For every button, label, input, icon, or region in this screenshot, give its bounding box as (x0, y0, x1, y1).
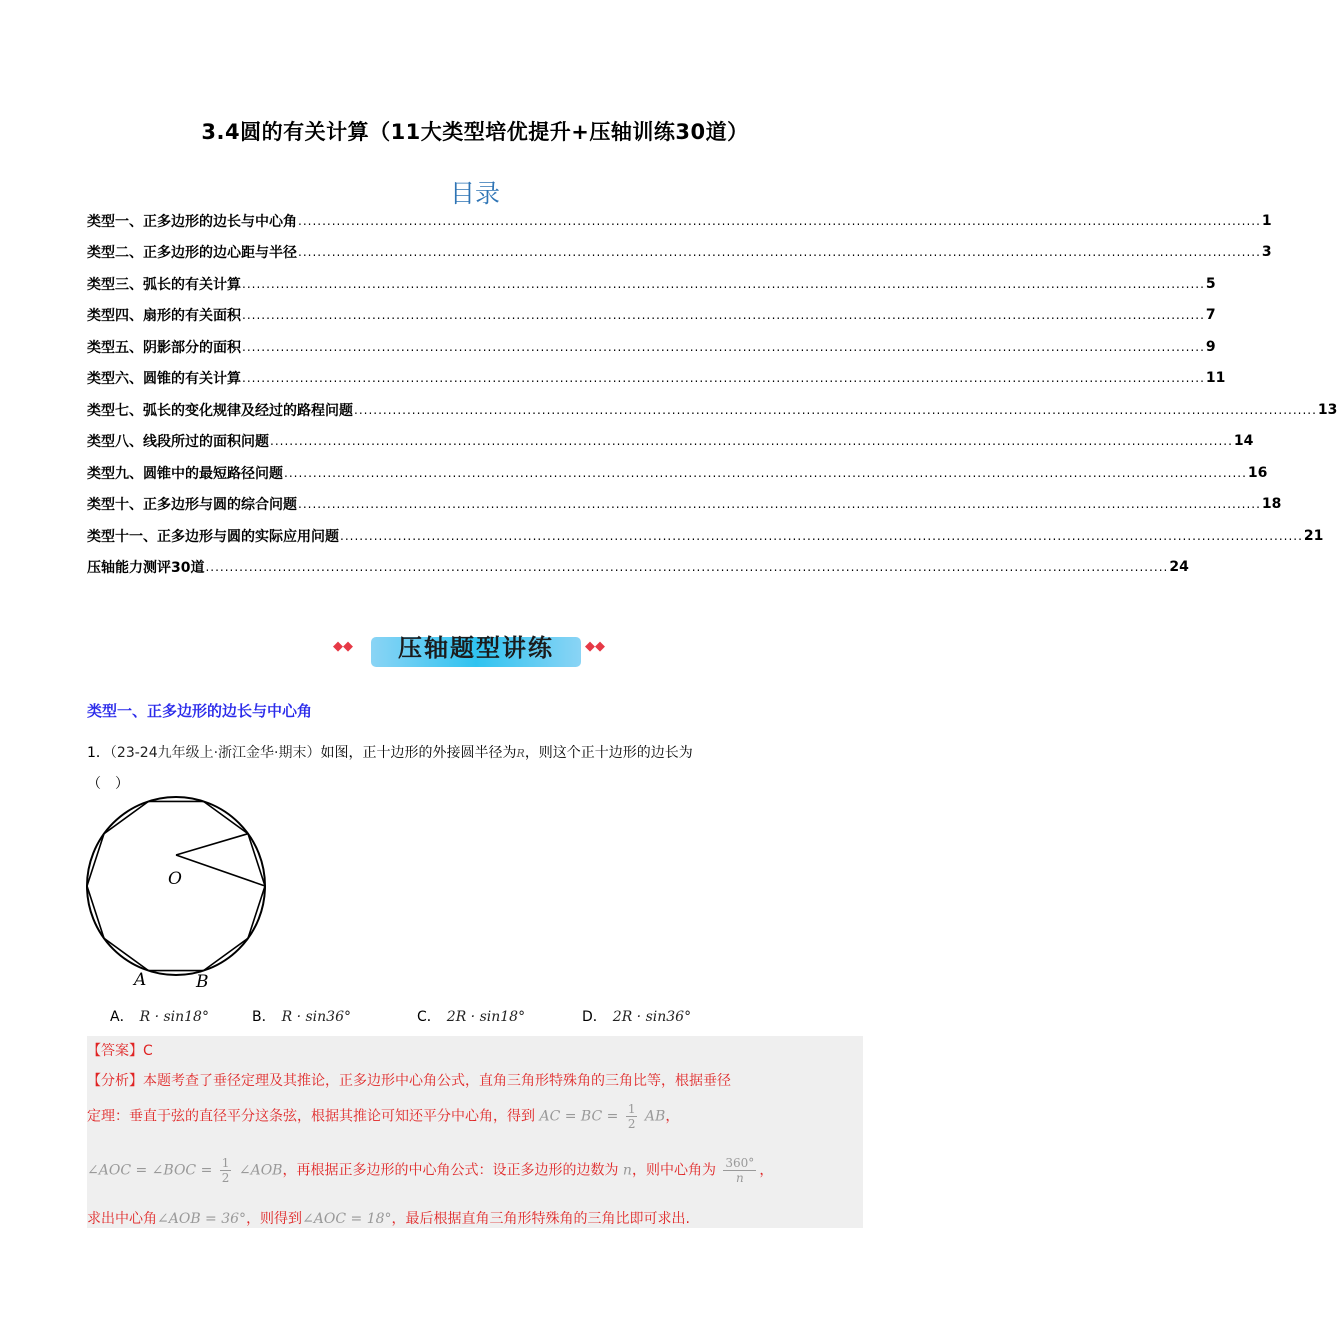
analysis-text: 本题考查了垂径定理及其推论，正多边形中心角公式，直角三角形特殊角的三角比等，根据垂径 (143, 1073, 731, 1089)
fraction-denominator: 2 (221, 1171, 230, 1185)
option-c[interactable] (417, 1006, 525, 1026)
toc-leader: ........................................................................................................................................................................................................ (270, 434, 1233, 449)
label-a: A (134, 970, 147, 990)
fraction-half (220, 1156, 232, 1185)
answer-line: 【答案】C (87, 1043, 153, 1059)
toc-item-label[interactable]: 类型二、正多边形的边心距与半径 (87, 245, 297, 262)
toc-item-label[interactable]: 类型一、正多边形的边长与中心角 (87, 213, 297, 230)
toc-leader: ........................................................................................................................................................................................................ (284, 465, 1247, 480)
fraction-half (626, 1102, 638, 1131)
analysis-line-1 (87, 1070, 731, 1090)
option-expr: 2R · sin18° (446, 1009, 526, 1025)
fraction-denominator: n (735, 1171, 744, 1185)
toc-item[interactable] (87, 205, 1272, 237)
toc-item-label[interactable]: 类型十、正多边形与圆的综合问题 (87, 497, 297, 514)
math-expr: n (622, 1162, 632, 1179)
label-o: O (168, 869, 182, 889)
toc-item-page: 13 (1317, 401, 1337, 418)
toc-leader: ........................................................................................................................................................................................................ (340, 528, 1303, 543)
toc-item-page: 14 (1233, 433, 1254, 450)
toc-item-page: 11 (1205, 370, 1226, 387)
analysis-label: 【分析】 (87, 1073, 143, 1089)
analysis-text: ， (759, 1162, 774, 1179)
toc-item-label[interactable]: 压轴能力测评30道 (87, 560, 205, 577)
analysis-line-4 (87, 1208, 690, 1228)
segment-ob (176, 834, 248, 855)
option-a[interactable] (110, 1006, 209, 1026)
analysis-text: ，最后根据直角三角形特殊角的三角比即可求出. (391, 1211, 690, 1227)
question-1 (87, 738, 847, 799)
question-text: 如图，正十边形的外接圆半径为 (320, 745, 517, 761)
toc-item-label[interactable]: 类型八、线段所过的面积问题 (87, 434, 269, 451)
math-expr: ∠AOC = 18° (302, 1211, 392, 1227)
toc-item-page: 3 (1261, 244, 1272, 261)
section-heading: 类型一、正多边形的边长与中心角 (87, 702, 313, 720)
table-of-contents (87, 205, 1337, 583)
toc-item[interactable] (87, 426, 1254, 458)
option-letter: C． (417, 1009, 441, 1025)
decagon-figure (84, 795, 274, 995)
toc-item-label[interactable]: 类型十一、正多边形与圆的实际应用问题 (87, 528, 339, 545)
option-expr: R · sin36° (281, 1009, 351, 1025)
toc-item[interactable] (87, 489, 1282, 521)
toc-item[interactable] (87, 331, 1216, 363)
analysis-text: ，再根据正多边形的中心角公式：设正多边形的边数为 (282, 1162, 619, 1179)
toc-item[interactable] (87, 268, 1216, 300)
toc-item-page: 9 (1205, 338, 1216, 355)
option-expr: 2R · sin36° (612, 1009, 692, 1025)
banner-title: 压轴题型讲练 (398, 634, 554, 662)
toc-item[interactable] (87, 363, 1226, 395)
option-letter: A． (110, 1009, 134, 1025)
question-text-cont: ，则这个正十边形的边长为 (524, 745, 693, 761)
math-expr: ∠AOB = 36° (157, 1211, 247, 1227)
toc-item-page: 5 (1205, 275, 1216, 292)
toc-item-label[interactable]: 类型七、弧长的变化规律及经过的路程问题 (87, 402, 353, 419)
toc-item-label[interactable]: 类型五、阴影部分的面积 (87, 339, 241, 356)
toc-leader: ........................................................................................................................................................................................................ (242, 339, 1205, 354)
fraction-denominator: 2 (627, 1117, 636, 1131)
math-expr: ∠AOB (238, 1162, 283, 1179)
toc-heading: 目录 (449, 179, 500, 208)
toc-item-label[interactable]: 类型六、圆锥的有关计算 (87, 371, 241, 388)
fraction-numerator: 1 (627, 1102, 636, 1116)
toc-item-page: 16 (1247, 464, 1268, 481)
toc-leader: ........................................................................................................................................................................................................ (242, 276, 1205, 291)
toc-item-label[interactable]: 类型三、弧长的有关计算 (87, 276, 241, 293)
diamond-icon: ◆◆ (585, 639, 605, 654)
toc-item-label[interactable]: 类型四、扇形的有关面积 (87, 308, 241, 325)
option-d[interactable] (582, 1006, 691, 1026)
answer-options (110, 1000, 750, 1028)
toc-item-page: 24 (1169, 559, 1189, 576)
toc-item-page: 1 (1261, 212, 1272, 229)
analysis-line-3 (87, 1156, 773, 1185)
document-title: 3.4圆的有关计算（11大类型培优提升+压轴训练30道） (201, 120, 749, 144)
analysis-text: 定理：垂直于弦的直径平分这条弦，根据其推论可知还平分中心角，得到 (87, 1108, 535, 1125)
toc-item[interactable] (87, 520, 1324, 552)
fraction-360-n (723, 1156, 756, 1185)
fraction-numerator: 1 (221, 1156, 230, 1170)
answer-analysis-box (87, 1036, 863, 1228)
analysis-text: ，则中心角为 (631, 1162, 716, 1179)
toc-item-page: 21 (1303, 527, 1324, 544)
analysis-line-2 (87, 1102, 679, 1131)
question-number: 1． (87, 745, 110, 761)
question-source: （23-24九年级上·浙江金华·期末） (109, 745, 321, 761)
option-expr: R · sin18° (139, 1009, 209, 1025)
toc-item[interactable] (87, 394, 1337, 426)
toc-item[interactable] (87, 457, 1268, 489)
toc-item-page: 18 (1261, 496, 1282, 513)
toc-leader: ........................................................................................................................................................................................................ (354, 402, 1317, 417)
analysis-text: 求出中心角 (87, 1211, 157, 1227)
toc-item[interactable] (87, 300, 1216, 332)
toc-item[interactable] (87, 552, 1189, 584)
analysis-text: ，则得到 (246, 1211, 303, 1227)
toc-leader: ........................................................................................................................................................................................................ (298, 213, 1261, 228)
variable-r: R (516, 747, 525, 760)
toc-item-page: 7 (1205, 307, 1216, 324)
section-banner (333, 625, 619, 673)
toc-leader: ........................................................................................................................................................................................................ (298, 245, 1261, 260)
analysis-text: ， (665, 1108, 680, 1125)
math-expr: AB (644, 1108, 666, 1125)
option-letter: D． (582, 1009, 607, 1025)
segment-oa (176, 855, 265, 886)
toc-leader: ........................................................................................................................................................................................................ (242, 308, 1205, 323)
toc-leader: ........................................................................................................................................................................................................ (242, 371, 1205, 386)
label-b: B (196, 972, 209, 992)
fraction-numerator: 360° (725, 1156, 755, 1170)
option-b[interactable] (252, 1006, 351, 1026)
toc-leader: ........................................................................................................................................................................................................ (205, 560, 1169, 575)
toc-leader: ........................................................................................................................................................................................................ (298, 497, 1261, 512)
toc-item-label[interactable]: 类型九、圆锥中的最短路径问题 (87, 465, 283, 482)
math-expr: AC = BC = (539, 1108, 619, 1125)
toc-item[interactable] (87, 237, 1272, 269)
answer-blank: （ ） (87, 776, 129, 792)
diamond-icon: ◆◆ (333, 639, 353, 654)
math-expr: ∠AOC = ∠BOC = (87, 1162, 213, 1179)
option-letter: B． (252, 1009, 276, 1025)
